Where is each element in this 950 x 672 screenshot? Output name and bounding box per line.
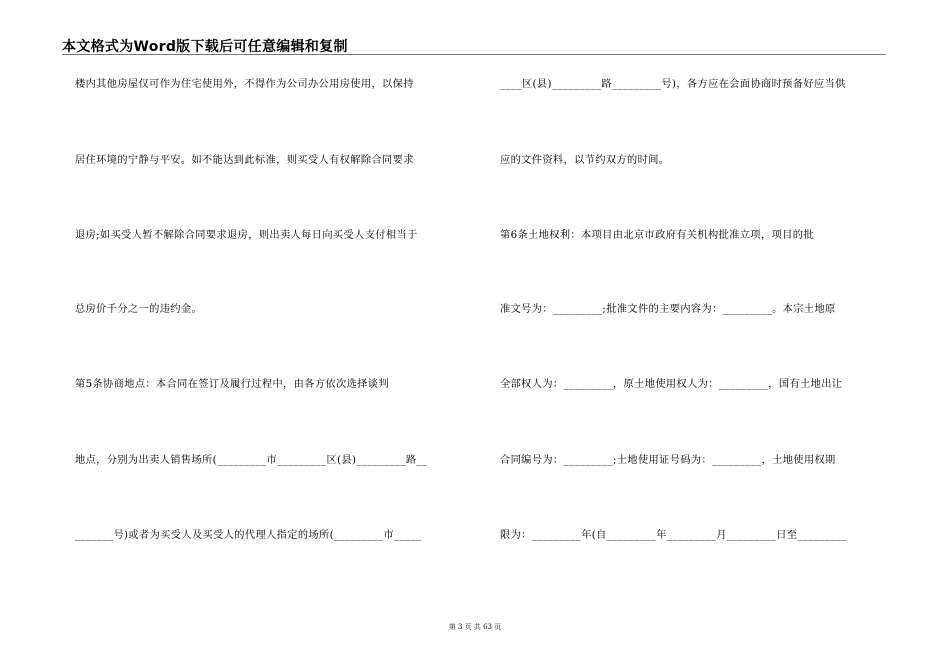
text-line: 第6条土地权利：本项目由北京市政府有关机构批准立项，项目的批 — [500, 230, 814, 241]
text-line: _______号)或者为买受人及买受人的代理人指定的场所(_________市_____ — [75, 530, 422, 541]
text-line: 地点，分别为出卖人销售场所(_________市_________区(县)_________路__ — [75, 455, 428, 466]
text-line: 全部权人为：_________，原土地使用权人为：_________，国有土地出让 — [500, 379, 843, 390]
text-line: 应的文件资料，以节约双方的时间。 — [500, 155, 670, 166]
text-line: 限为：_________年(自_________年_________月_________日至_________ — [500, 530, 847, 541]
document-header-title: 本文格式为Word版下载后可任意编辑和复制 — [62, 39, 348, 55]
text-line: 居住环境的宁静与平安。如不能达到此标准，则买受人有权解除合同要求 — [75, 155, 414, 166]
text-line: 退房;如买受人暂不解除合同要求退房，则出卖人每日向买受人支付相当于 — [75, 230, 418, 241]
text-line: 楼内其他房屋仅可作为住宅使用外，不得作为公司办公用房使用，以保持 — [75, 79, 414, 90]
header-divider — [62, 54, 886, 55]
text-line: 合同编号为：_________;土地使用证号码为：_________，土地使用权期 — [500, 455, 836, 466]
text-line: ____区(县)_________路_________号)，各方应在会面协商时预备好应当供 — [500, 79, 846, 90]
text-line: 准文号为：_________;批准文件的主要内容为：_________。本宗土地原 — [500, 304, 836, 315]
text-line: 总房价千分之一的违约金。 — [75, 304, 203, 315]
text-line: 第5条协商地点：本合同在签订及履行过程中，由各方依次选择谈判 — [75, 379, 389, 390]
page-number-footer: 第 3 页 共 63 页 — [448, 623, 502, 631]
